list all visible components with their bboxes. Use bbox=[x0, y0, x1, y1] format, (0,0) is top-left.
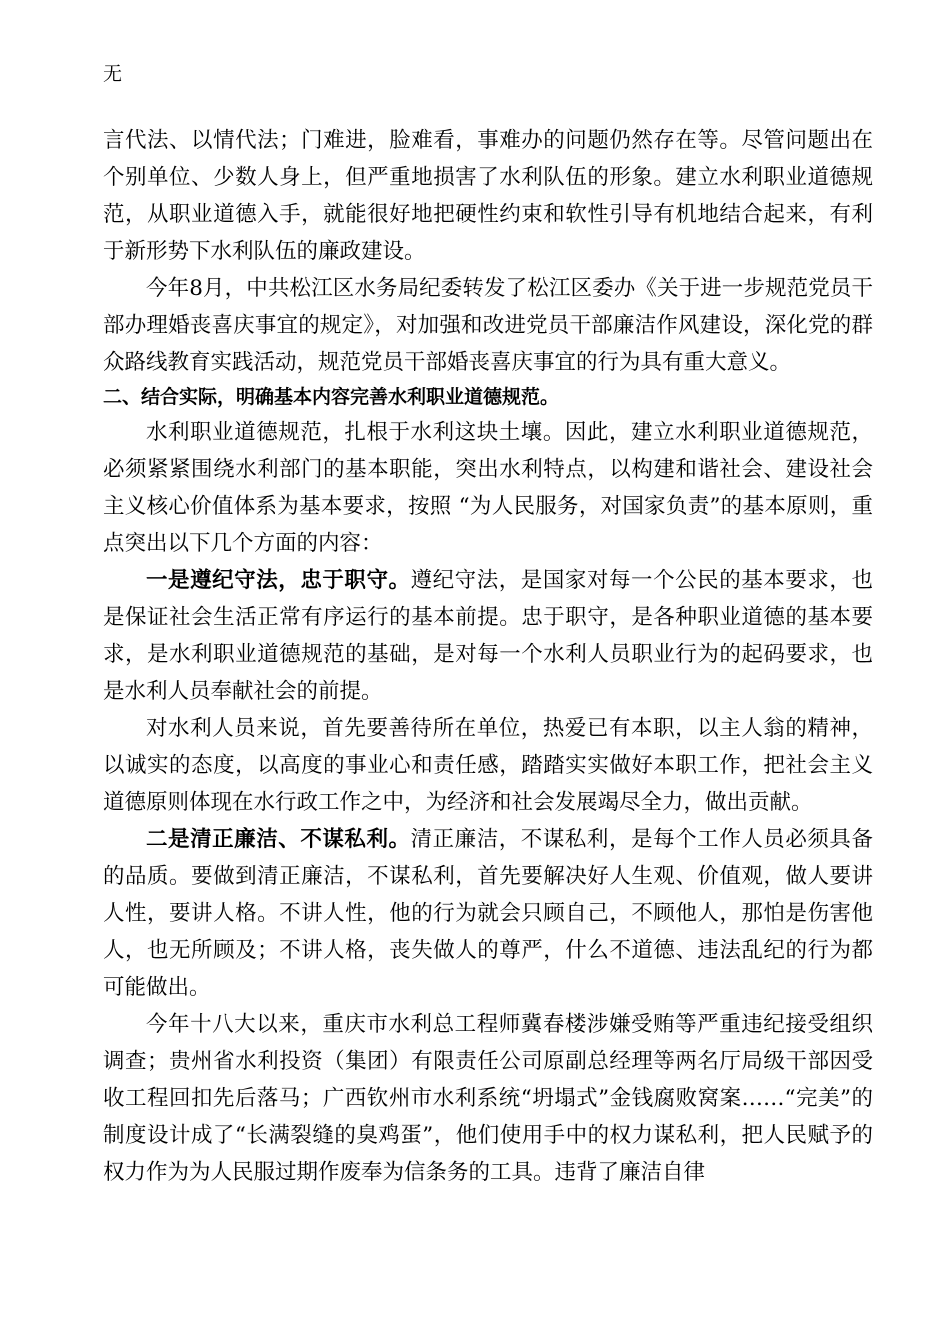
paragraph-5: 对水利人员来说，首先要善待所在单位，热爱已有本职，以主人翁的精神，以诚实的态度，以高度的事业心和责任感，踏踏实实做好本职工作，把社会主义道德原则体现在水行政工作之中，为经济和社会发展竭尽全力，做出贡献。 bbox=[103, 716, 873, 815]
paragraph-4 bbox=[103, 562, 873, 710]
paragraph-1: 言代法、以情代法；门难进，脸难看，事难办的问题仍然存在等。尽管问题出在个别单位、少数人身上，但严重地损害了水利队伍的形象。建立水利职业道德规范，从职业道德入手，就能很好地把硬性约束和软性引导有机地结合起来，有利于新形势下水利队伍的廉政建设。 bbox=[103, 128, 873, 264]
document-body bbox=[103, 122, 873, 1191]
section-heading-2: 二、结合实际，明确基本内容完善水利职业道德规范。 bbox=[103, 386, 560, 408]
paragraph-6 bbox=[103, 821, 873, 1006]
paragraph-7: 今年十八大以来，重庆市水利总工程师冀春楼涉嫌受贿等严重违纪接受组织调查；贵州省水利投资（集团）有限责任公司原副总经理等两名厅局级干部因受收工程回扣先后落马；广西钦州市水利系统“坍塌式”金钱腐败窝案……“完美”的制度设计成了“长满裂缝的臭鸡蛋”，他们使用手中的权力谋私利，把人民赋予的权力作为为人民服过期作废奉为信条务的工具。违背了廉洁自律 bbox=[103, 1012, 873, 1185]
paragraph-6-lead: 二是清正廉洁、不谋私利。 bbox=[146, 827, 411, 852]
paragraph-4-text: 遵纪守法，是国家对每一个公民的基本要求，也是保证社会生活正常有序运行的基本前提。忠于职守，是各种职业道德的基本要求，是水利职业道德规范的基础，是对每一个水利人员职业行为的起码要求，也是水利人员奉献社会的前提。 bbox=[103, 568, 873, 704]
paragraph-3: 水利职业道德规范，扎根于水利这块土壤。因此，建立水利职业道德规范，必须紧紧围绕水利部门的基本职能，突出水利特点，以构建和谐社会、建设社会主义核心价值体系为基本要求，按照 “为人民服务，对国家负责”的基本原则，重点突出以下几个方面的内容： bbox=[103, 420, 873, 556]
paragraph-6-text: 清正廉洁，不谋私利，是每个工作人员必须具备的品质。要做到清正廉洁，不谋私利，首先要解决好人生观、价值观，做人要讲人性，要讲人格。不讲人性，他的行为就会只顾自己，不顾他人，那怕是伤害他人，也无所顾及；不讲人格，丧失做人的尊严，什么不道德、违法乱纪的行为都可能做出。 bbox=[103, 827, 873, 1000]
paragraph-4-lead: 一是遵纪守法，忠于职守。 bbox=[146, 568, 411, 593]
paragraph-2: 今年8月，中共松江区水务局纪委转发了松江区委办《关于进一步规范党员干部办理婚丧喜庆事宜的规定》，对加强和改进党员干部廉洁作风建设，深化党的群众路线教育实践活动，规范党员干部婚丧喜庆事宜的行为具有重大意义。 bbox=[103, 276, 873, 375]
page-header: 无 bbox=[103, 63, 123, 85]
